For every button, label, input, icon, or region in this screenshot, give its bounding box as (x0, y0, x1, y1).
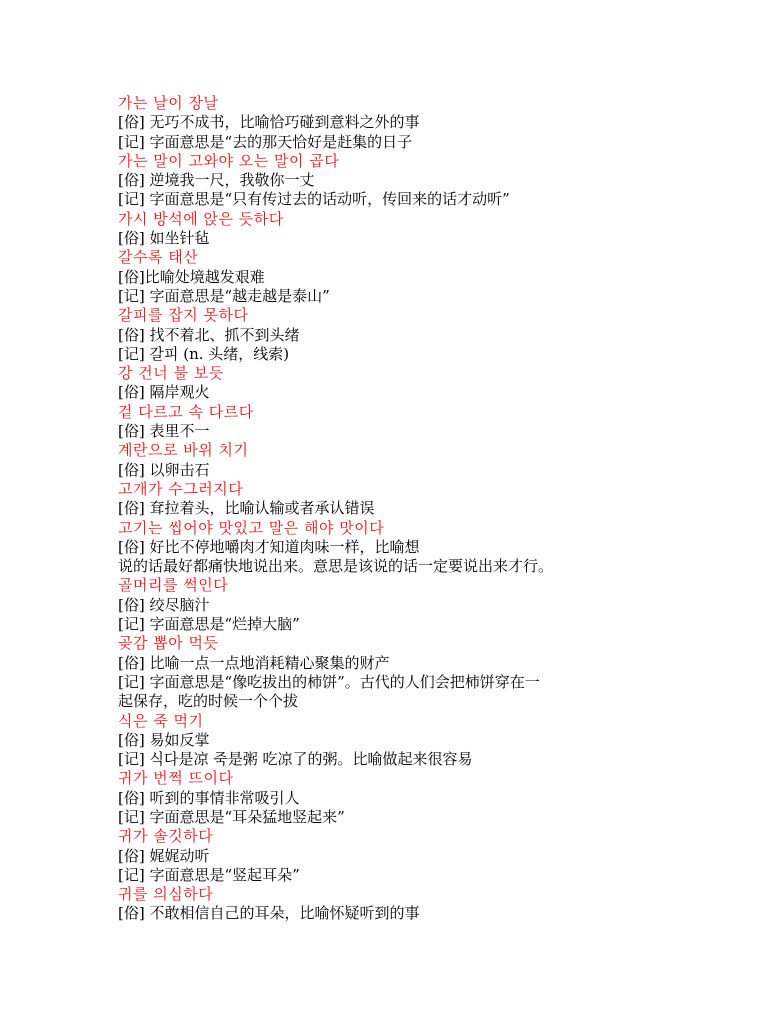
chinese-explanation: [记] 字面意思是“只有传过去的话动听，传回来的话才动听” (118, 190, 510, 209)
korean-idiom: 고개가 수그러지다 (118, 479, 244, 498)
chinese-explanation: [俗] 易如反掌 (118, 730, 210, 749)
chinese-explanation: [记] 字面意思是“像吃拔出的柿饼”。古代的人们会把柿饼穿在一 (118, 672, 540, 691)
chinese-explanation: [俗] 找不着北、抓不到头绪 (118, 325, 300, 344)
chinese-explanation: [记] 갈피 (n. 头绪，线索) (118, 344, 290, 363)
chinese-explanation: [俗] 比喻一点一点地消耗精心聚集的财产 (118, 653, 390, 672)
korean-idiom: 계란으로 바위 치기 (118, 441, 249, 460)
korean-idiom: 귀가 솔깃하다 (118, 827, 214, 846)
chinese-explanation: 说的话最好都痛快地说出来。意思是该说的话一定要说出来才行。 (118, 557, 554, 576)
chinese-explanation: [俗] 以卵击石 (118, 460, 210, 479)
korean-idiom: 귀를 의심하다 (118, 885, 214, 904)
korean-idiom: 곶감 뽑아 먹듯 (118, 634, 219, 653)
korean-idiom: 갈수록 태산 (118, 248, 199, 267)
korean-idiom: 가는 말이 고와야 오는 말이 곱다 (118, 151, 340, 170)
chinese-explanation: [俗]比喻处境越发艰难 (118, 267, 265, 286)
korean-idiom: 가시 방석에 앉은 듯하다 (118, 209, 284, 228)
korean-idiom: 골머리를 썩인다 (118, 576, 229, 595)
chinese-explanation: [俗] 听到的事情非常吸引人 (118, 788, 300, 807)
chinese-explanation: [记] 字面意思是“烂掉大脑” (118, 615, 300, 634)
chinese-explanation: 起保存，吃的时候一个个拔 (118, 692, 299, 711)
chinese-explanation: [俗] 绞尽脑汁 (118, 595, 210, 614)
chinese-explanation: [俗] 表里不一 (118, 422, 210, 441)
korean-idiom: 고기는 씹어야 맛있고 말은 해야 맛이다 (118, 518, 385, 537)
chinese-explanation: [俗] 逆境我一尺，我敬你一丈 (118, 171, 315, 190)
korean-idiom: 식은 죽 먹기 (118, 711, 204, 730)
chinese-explanation: [俗] 无巧不成书，比喻恰巧碰到意料之外的事 (118, 113, 420, 132)
chinese-explanation: [俗] 不敢相信自己的耳朵，比喻怀疑听到的事 (118, 904, 420, 923)
chinese-explanation: [记] 字面意思是“越走越是泰山” (118, 286, 330, 305)
korean-idiom: 갈피를 잡지 못하다 (118, 306, 249, 325)
korean-idiom: 겉 다르고 속 다르다 (118, 402, 254, 421)
korean-idiom: 가는 날이 장날 (118, 94, 219, 112)
chinese-explanation: [俗] 好比不停地嚼肉才知道肉味一样，比喻想 (118, 537, 420, 556)
chinese-explanation: [俗] 隔岸观火 (118, 383, 210, 402)
chinese-explanation: [记] 字面意思是“去的那天恰好是赶集的日子 (118, 132, 413, 151)
chinese-explanation: [记] 식다是凉 죽是粥 吃凉了的粥。比喻做起来很容易 (118, 750, 473, 769)
korean-idiom: 강 건너 불 보듯 (118, 364, 224, 383)
chinese-explanation: [俗] 如坐针毡 (118, 229, 210, 248)
chinese-explanation: [记] 字面意思是“竖起耳朵” (118, 865, 300, 884)
chinese-explanation: [俗] 娓娓动听 (118, 846, 210, 865)
document-body (118, 94, 658, 924)
chinese-explanation: [俗] 耷拉着头，比喻认输或者承认错误 (118, 499, 375, 518)
chinese-explanation: [记] 字面意思是“耳朵猛地竖起来” (118, 807, 345, 826)
korean-idiom: 귀가 번쩍 뜨이다 (118, 769, 234, 788)
